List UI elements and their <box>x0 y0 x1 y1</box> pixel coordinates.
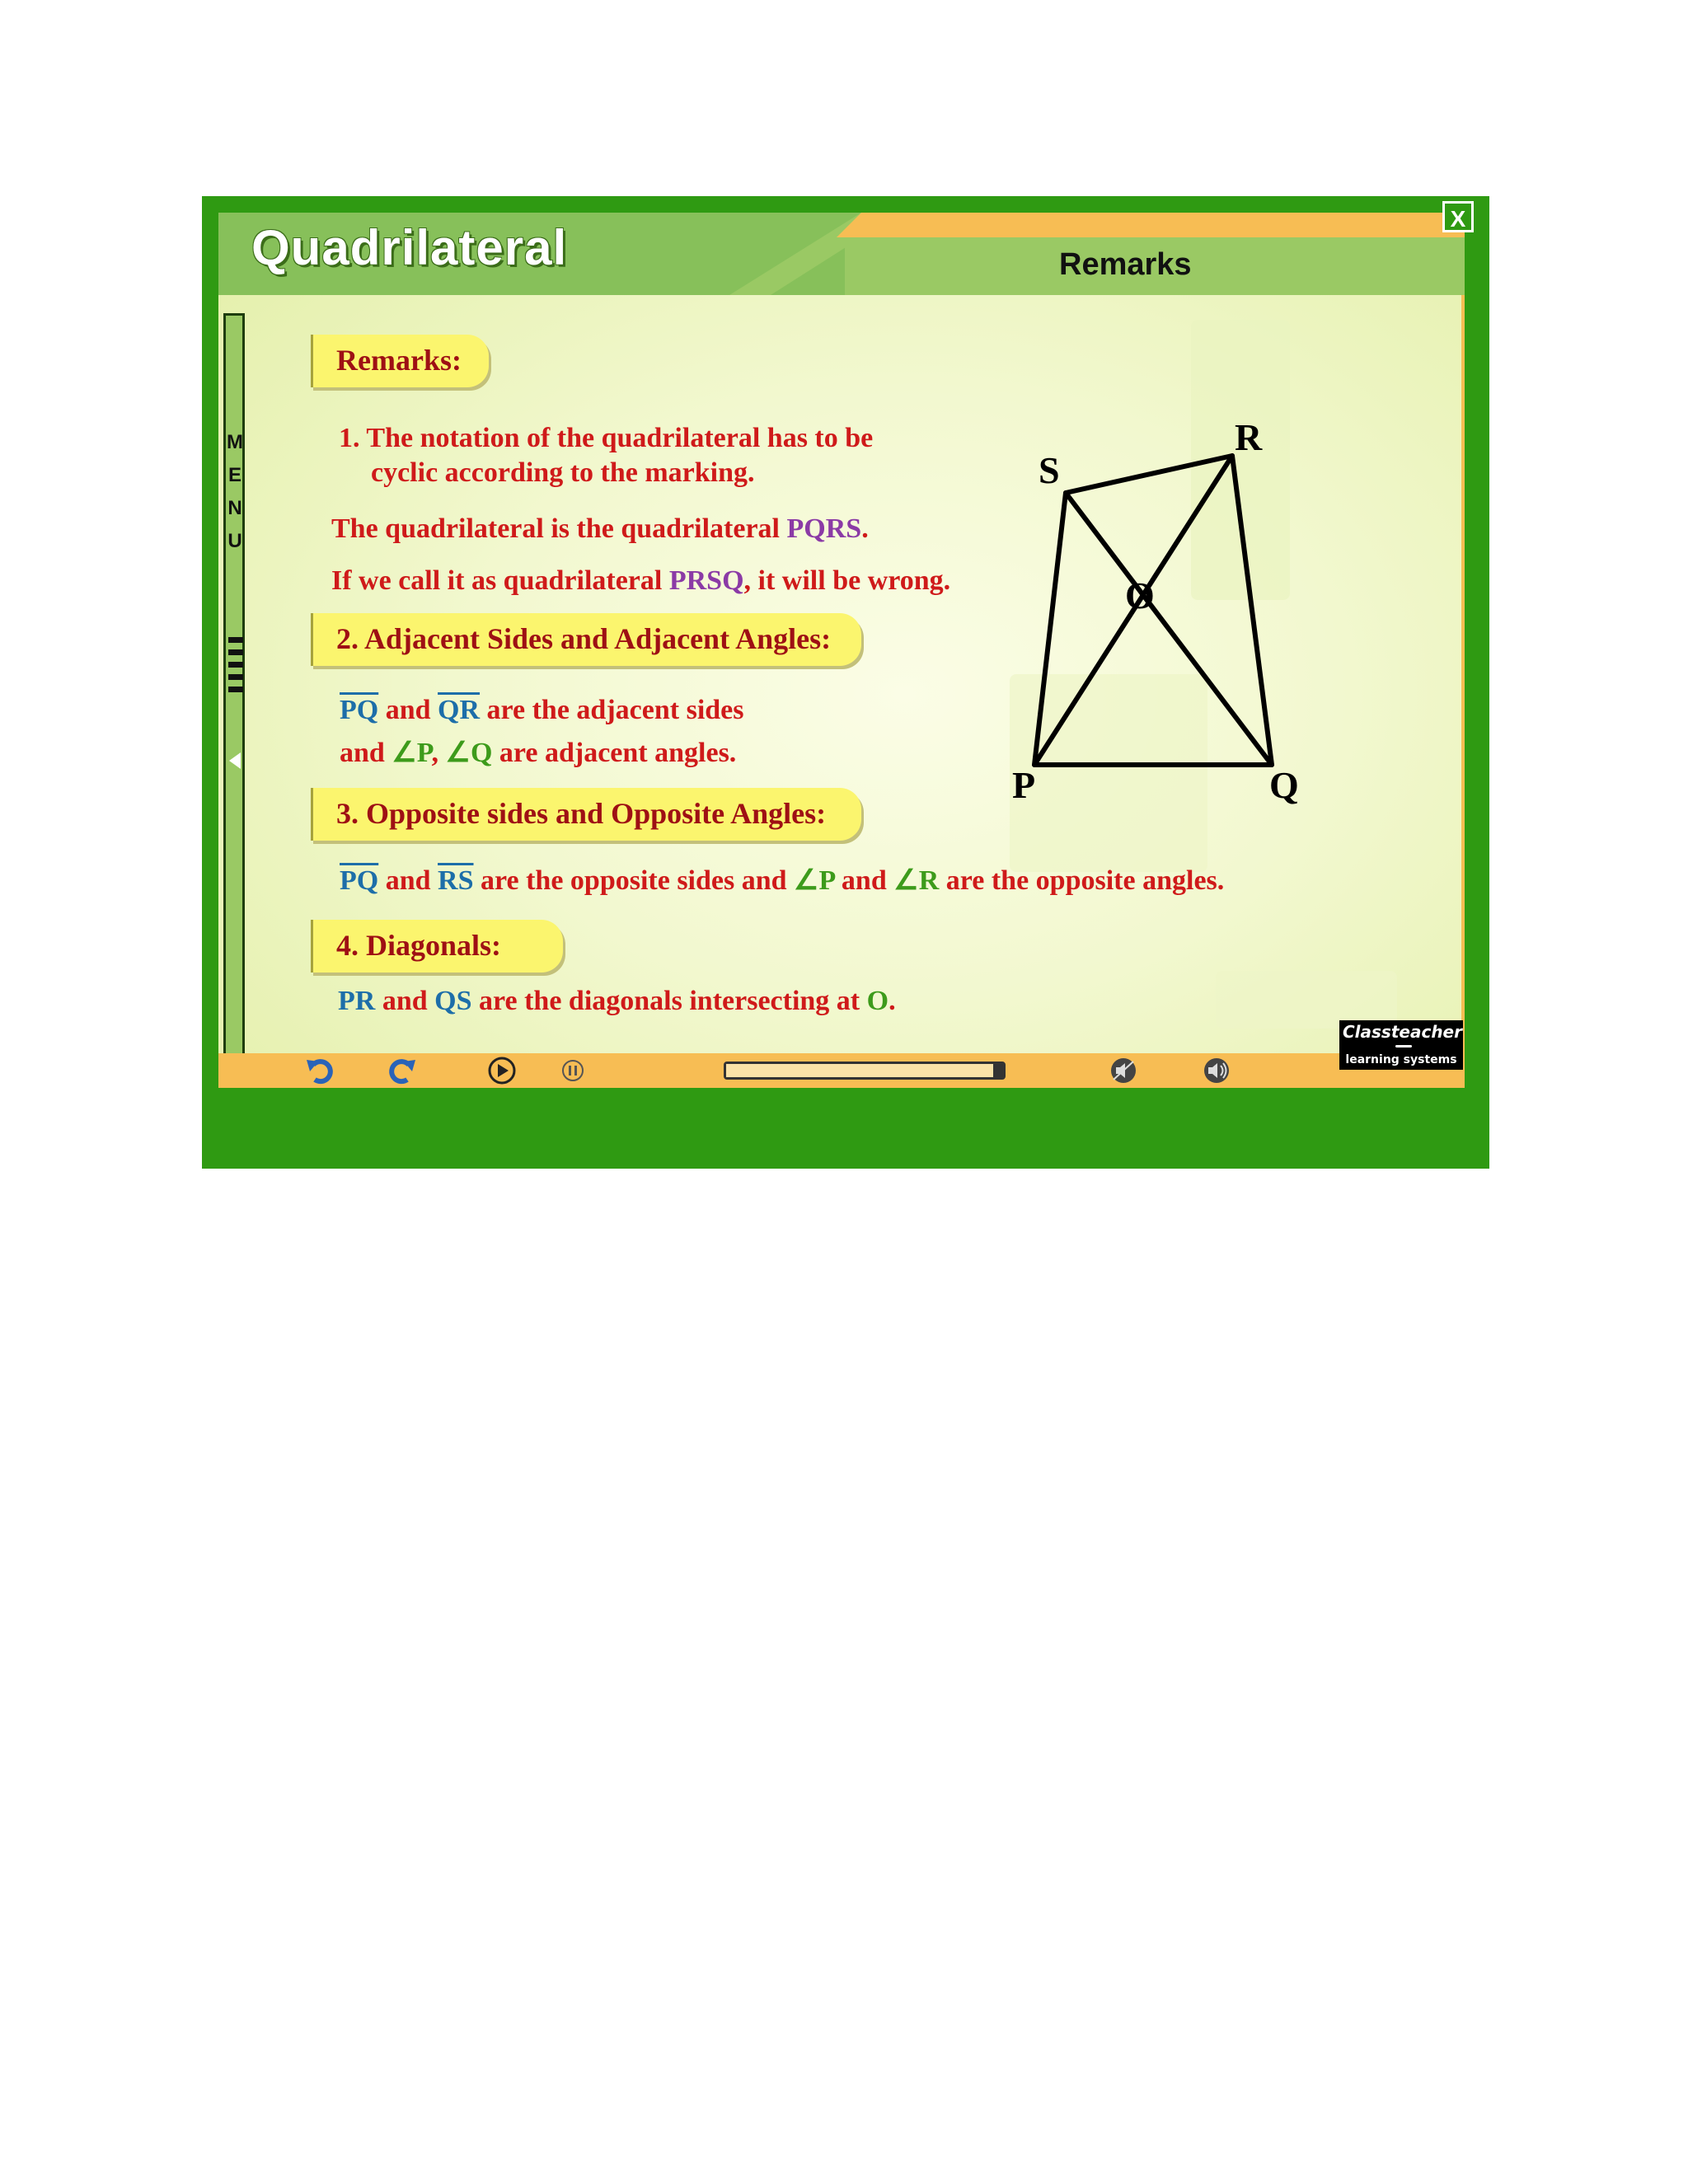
brand-tagline: learning systems <box>1345 1053 1457 1066</box>
menu-letter: N <box>227 497 242 519</box>
text: The quadrilateral is the quadrilateral <box>331 513 787 544</box>
vertex-label-s: S <box>1039 449 1060 491</box>
segment-label: $\overline{PQ}$ <box>340 865 379 896</box>
section-tab-label: Remarks <box>1059 247 1192 282</box>
header-accent-strip <box>861 213 1465 237</box>
close-button[interactable]: X <box>1442 201 1474 232</box>
pqrs-statement <box>331 513 869 545</box>
menu-expand-arrow-icon[interactable] <box>229 752 241 769</box>
adjacent-angles-line <box>340 736 736 769</box>
diagonals-line <box>338 986 896 1017</box>
text: If we call it as quadrilateral <box>331 565 669 596</box>
segment-label: $\overline{RS}$ <box>438 865 474 896</box>
opposite-line <box>340 864 1224 897</box>
brand-logo <box>1339 1020 1463 1070</box>
text: . <box>861 513 869 544</box>
quadrilateral-figure <box>985 410 1430 806</box>
progress-handle[interactable] <box>993 1064 1003 1077</box>
text: and <box>378 865 438 896</box>
quadrilateral-name: PQRS <box>786 513 862 544</box>
brand-name: Classteacher <box>1343 1022 1462 1042</box>
right-border <box>1461 295 1465 1053</box>
progress-bar[interactable] <box>724 1062 1006 1080</box>
content-area <box>218 213 1465 1088</box>
header <box>218 213 1465 295</box>
remarks-heading: Remarks: <box>311 335 489 387</box>
menu-handle-icon[interactable] <box>228 637 243 699</box>
player-toolbar <box>218 1053 1465 1088</box>
volume-up-icon[interactable] <box>1202 1057 1231 1085</box>
pause-icon[interactable] <box>558 1057 588 1085</box>
brand-swoosh <box>1395 1045 1412 1047</box>
text: are the opposite angles. <box>939 865 1225 896</box>
quadrilateral-name: PRSQ <box>668 565 744 596</box>
intersection-label-o: O <box>1125 574 1155 616</box>
vertex-label-r: R <box>1235 416 1263 458</box>
page-title: Quadrilateral <box>251 220 568 275</box>
menu-letter: E <box>227 464 241 486</box>
prsq-statement <box>331 565 950 597</box>
diagonal-label: PR <box>338 986 376 1016</box>
undo-icon[interactable] <box>305 1057 335 1085</box>
text: are adjacent angles. <box>492 738 737 768</box>
adjacent-sides-line <box>340 695 744 726</box>
angle-label: ∠P <box>392 738 432 768</box>
text: , <box>431 738 446 768</box>
text: . <box>889 986 896 1016</box>
redo-icon[interactable] <box>387 1057 417 1085</box>
angle-label: ∠Q <box>445 738 493 768</box>
angle-label: ∠P <box>794 865 835 896</box>
text: and <box>378 695 438 725</box>
opposite-heading: 3. Opposite sides and Opposite Angles: <box>311 788 861 841</box>
header-diagonal <box>713 213 861 295</box>
vertex-label-q: Q <box>1269 764 1299 806</box>
diagonals-heading: 4. Diagonals: <box>311 920 563 972</box>
text: are the diagonals intersecting at <box>471 986 867 1016</box>
text: are the opposite sides and <box>473 865 795 896</box>
adjacent-heading: 2. Adjacent Sides and Adjacent Angles: <box>311 613 861 666</box>
text: , it will be wrong. <box>743 565 951 596</box>
progress-fill <box>726 1064 1003 1077</box>
play-icon[interactable] <box>487 1057 517 1085</box>
remark-point-1-line-2: cyclic according to the marking. <box>371 457 755 488</box>
segment-label: $\overline{QR}$ <box>438 695 481 725</box>
text: and <box>340 738 392 768</box>
segment-label: $\overline{PQ}$ <box>340 695 379 725</box>
vertex-label-p: P <box>1012 764 1036 806</box>
point-label: O <box>866 986 889 1016</box>
side-menu[interactable] <box>223 313 245 1086</box>
app-window <box>202 196 1489 1169</box>
volume-down-icon[interactable] <box>1109 1057 1138 1085</box>
menu-letter: M <box>227 431 243 453</box>
text: and <box>834 865 894 896</box>
menu-letter: U <box>227 530 242 552</box>
angle-label: ∠R <box>893 865 940 896</box>
text: and <box>375 986 435 1016</box>
remark-point-1-line-1: 1. The notation of the quadrilateral has to be <box>339 423 874 453</box>
text: are the adjacent sides <box>480 695 744 725</box>
diagonal-label: QS <box>434 986 472 1016</box>
